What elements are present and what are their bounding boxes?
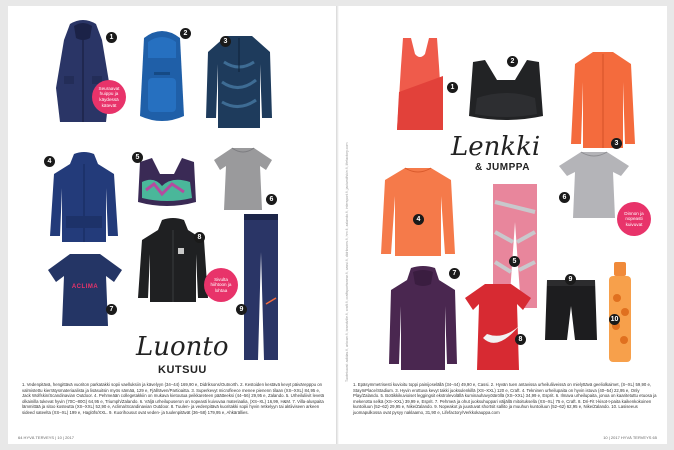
aclima-print: ACLIMA [71, 284, 99, 290]
badge-4: 4 [44, 156, 55, 167]
heading-luonto: Luonto [136, 332, 229, 362]
orange-running-jacket-image [569, 50, 637, 150]
promo-bubble-2: Sivulta hiihtoon ja lohtaa [204, 268, 238, 302]
badge-3: 3 [220, 36, 231, 47]
badge-r2: 2 [507, 56, 518, 67]
navy-trousers-image [240, 212, 282, 364]
badge-r6: 6 [559, 192, 570, 203]
badge-r10: 10 [610, 316, 619, 323]
photo-credit: Tuotekuvat: adidas.fi, arkcan.fi, brandville.fi, craft.fi, craftsportswear.fi, cassi.fi, didriksons.fi, hm.fi, zalando.fi, intersport.fi, jackwolfskin.fi, lifefactory.com [345, 142, 349, 382]
coral-tank-image [391, 36, 449, 132]
badge-r3: 3 [611, 138, 622, 149]
right-caption: 1. Epäsymmetrisesti kuvioitu toppi painijoselällä (34–44) 49,90 e, Cassi. 2. Hyvän tuen antavissa urheiluliiveissä on mielyttävä geeliolkaimet, (S–XL) 59,90 e, StayInPlace/Stadium. 3. Hyvin erottuva kevyt takki juoksulenkillä (XS–XXL) 120 e, Craft. 4. Tekninen urheilupaita on hyvin istuva (40–54) 22,95 e, Only Play/Zalando. 5. Bottikkikuvioiset leggingsit ekstrolevolällä kuminauhavyötäröllä (XS–XXL) 34,99 e, Esprit. 6. Ilmava urheilupaita, jonoa on kaaritetuttu etuosa ja mekerotta selkä (XS–XXL) 39,99 e, Esprit. 7. Pehmeä ja ohut juoksuhuppari väljällä mitoituksella (XS–XL) 75 e, Craft. 8. Dri-Fit t-kisot-t-paita kaikenkokoinen kuntoiluun (52–62) 29,95 e, Nike/Zalando. 9. Nopeakot ja juustuvat shortsit sallito ja muuhun kuntoiluun (52–62) 62,95 e, Nike/Zalando. 10. Lasiseeus juomapulkossa ovat pysyy naklaamo, 31,90 e, Lifefactory/Verkkokauppa.com [353, 382, 657, 415]
badge-8: 8 [194, 232, 205, 243]
grey-tee-image [212, 146, 274, 212]
heading-kutsuu: KUTSUU [158, 364, 207, 376]
badge-r4: 4 [413, 214, 424, 225]
left-caption: 1. Vedenpitävä, hengittävä vuoriton parkatakki sopii vaelluksiin ja kävelyyn (34–44) 169,90 e, Didriksons/Outnorth. 2. Kestoiden kestävä kevyt päivärepppu on valmistettu kierrätysmateriaalista ja lisäsuitsin myös sämää, 129 e, Fjällräven/Partioaitta. 3. Superkevyt microfleece menee pienenn tilaan (XS–XXL) 84,95 e, Jack Wolfskin/Scandinavian Outdoor. 4. Pehmeään collegetakkiin on mukava kietoutua peikkareteen päätteeksi (44–56) 29,95 e, Zalando. 5. Urheiluliivit levetä olkainilla tukevat hyvin (70C–80G) 64,95 e, Triumph/Zalando. 6. Väljä urheilupuseron on nopeasti kuivuvaa materiaalia, (XS–XL) 16,99, H&M. 7. Villa-aluspaita lämmittää ja sitoo kosteutta (XS–XXL) 52,90 e, Aclima/Scandinavian Outdoor. 8. Tuulen- ja vedenpitävä kuoritakki sopii hyvin retkelyyn tai aktiiviseen arkeen sideed sateelta (XS–XL) 199 e, Haglöfs/XXL. 9. Kuorihousut ovat veden- ja tuulenpitävät (36–58) 179,95 e, Ahkärällies. [22, 382, 325, 415]
badge-r8: 8 [515, 334, 526, 345]
badge-6: 6 [266, 194, 277, 205]
navy-hoodie-image [48, 152, 120, 244]
left-page [8, 6, 336, 444]
black-shorts-image [543, 278, 599, 344]
purple-hoodie-image [387, 266, 459, 372]
navy-aclima-tee-image [46, 252, 124, 328]
black-shell-jacket-image [136, 218, 210, 304]
orange-longsleeve-image [379, 166, 457, 258]
badge-r9: 9 [565, 274, 576, 285]
blue-backpack-image [132, 28, 192, 128]
badge-1: 1 [106, 32, 117, 43]
red-nike-tee-image [463, 282, 533, 372]
badge-r7: 7 [449, 268, 460, 279]
left-footer: 64 HYVÄ TERVEYS | 10 | 2017 [18, 435, 74, 440]
orange-bottle-image [605, 260, 635, 364]
promo-bubble-1: Seuraavat huippu ja käydessä kätevät [92, 80, 126, 114]
badge-7: 7 [106, 304, 117, 315]
right-footer: 10 | 2017 HYVÄ TERVEYS 65 [603, 435, 657, 440]
promo-bubble-r1: Dinnon ja nopeasti kuivuvat [617, 202, 651, 236]
badge-5: 5 [132, 152, 143, 163]
heading-lenkki: Lenkki [451, 132, 541, 162]
badge-2: 2 [180, 28, 191, 39]
black-sports-bra-image [463, 58, 549, 124]
sports-bra-image [132, 156, 202, 212]
right-page [339, 6, 667, 444]
patterned-fleece-image [204, 32, 274, 132]
badge-r5: 5 [509, 256, 520, 267]
badge-9: 9 [236, 304, 247, 315]
heading-jumppa: & JUMPPA [475, 162, 530, 173]
badge-r1: 1 [447, 82, 458, 93]
